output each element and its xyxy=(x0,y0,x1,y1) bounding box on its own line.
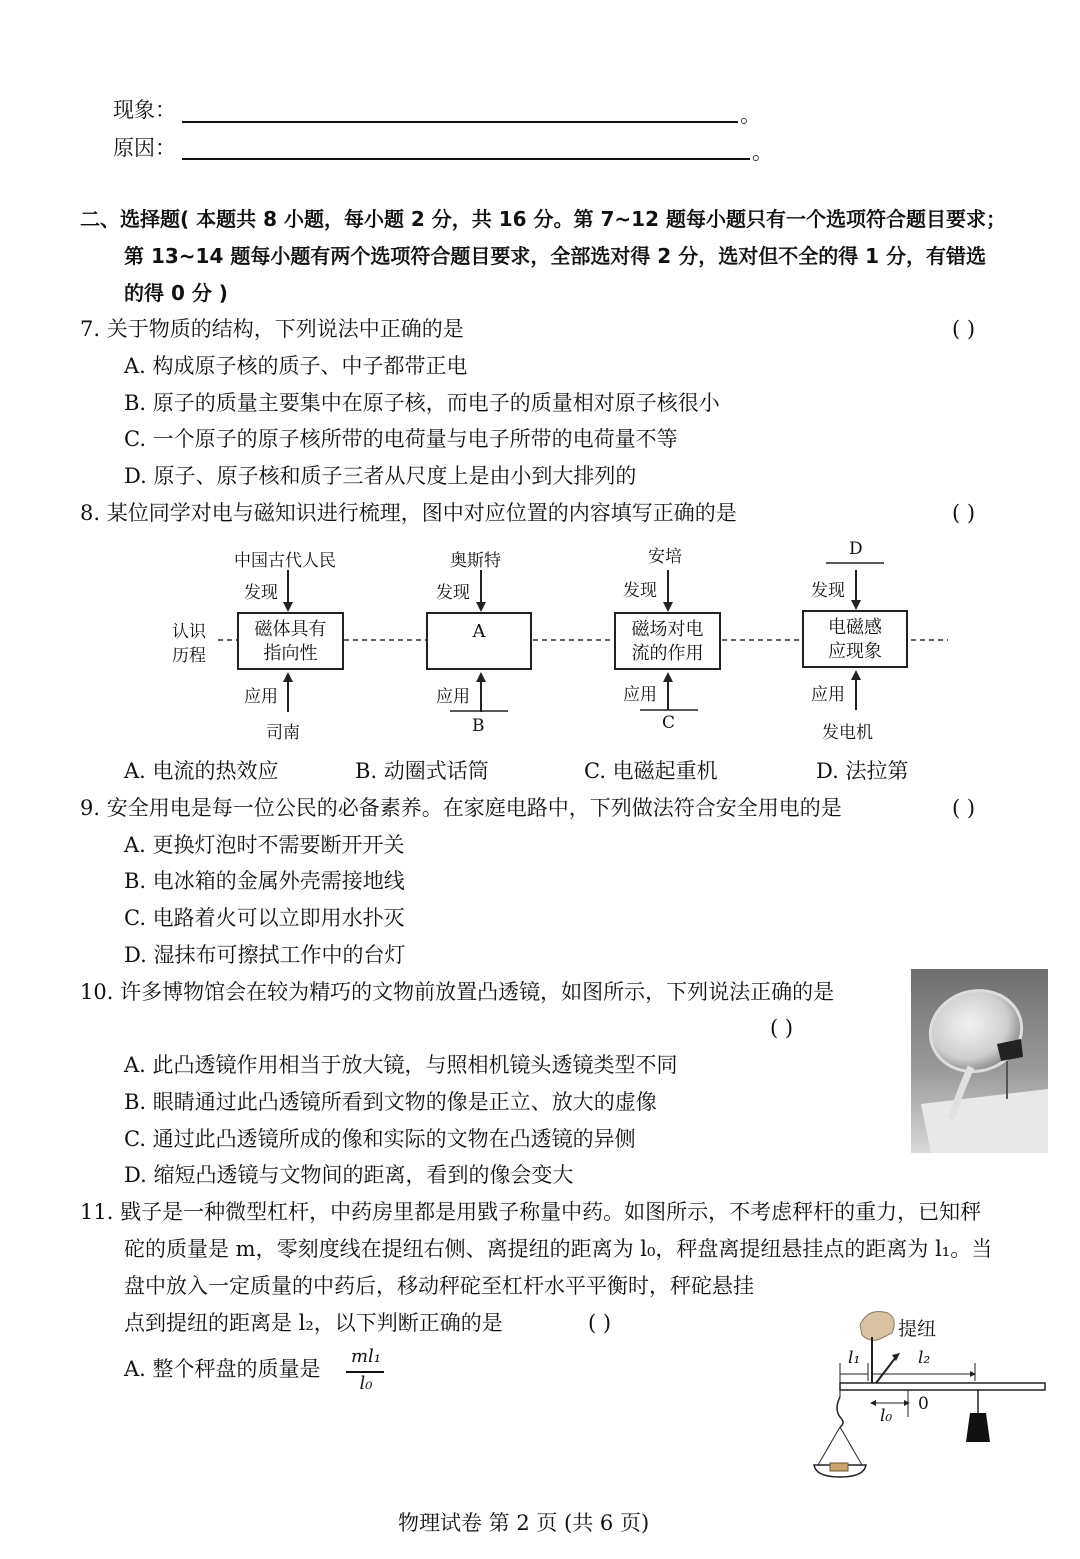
q11-line2: 砣的质量是 m，零刻度线在提纽右侧、离提纽的距离为 l₀，秤盘离提纽悬挂点的距离为 l₁。当 xyxy=(124,1237,993,1261)
q11-option-a: A. 整个秤盘的质量是 xyxy=(124,1357,321,1381)
q8-answer-paren[interactable]: ( ) xyxy=(952,501,976,525)
q11-option-a-denominator: l₀ xyxy=(359,1373,373,1394)
phenomenon-end: 。 xyxy=(740,103,761,127)
q9-option-b: B. 电冰箱的金属外壳需接地线 xyxy=(124,869,405,893)
q8-history-label-1: 认识 xyxy=(172,622,206,642)
q8-discover-1: 发现 xyxy=(244,583,278,603)
q8-discover-4: 发现 xyxy=(811,581,845,601)
q7-option-a: A. 构成原子核的质子、中子都带正电 xyxy=(124,354,468,378)
q8-box-3 xyxy=(614,612,721,670)
q10-option-b: B. 眼睛通过此凸透镜所看到文物的像是正立、放大的虚像 xyxy=(124,1090,657,1114)
q8-apply-3: 应用 xyxy=(623,685,657,705)
q10-stem: 10. 许多博物馆会在较为精巧的文物前放置凸透镜，如图所示，下列说法正确的是 xyxy=(80,980,835,1004)
q8-option-c: C. 电磁起重机 xyxy=(584,759,718,783)
q8-box-3-line1: 磁场对电 xyxy=(631,619,704,640)
q8-box-1-line2: 指向性 xyxy=(263,643,318,664)
q11-l2-label: l₂ xyxy=(918,1348,931,1368)
q8-apply-4: 应用 xyxy=(811,685,845,705)
q8-box-3-line2: 流的作用 xyxy=(631,643,704,664)
q11-l1-label: l₁ xyxy=(848,1348,861,1368)
q9-stem: 9. 安全用电是每一位公民的必备素养。在家庭电路中，下列做法符合安全用电的是 xyxy=(80,796,842,820)
q8-box-4-line1: 电磁感 xyxy=(828,617,882,638)
q8-bottom-4: 发电机 xyxy=(822,723,873,743)
section-header-line3: 的得 0 分 ) xyxy=(124,281,228,305)
q8-top-1: 中国古代人民 xyxy=(234,551,336,571)
q8-history-label-2: 历程 xyxy=(172,646,206,666)
q7-option-c: C. 一个原子的原子核所带的电荷量与电子所带的电荷量不等 xyxy=(124,427,678,451)
q8-discover-2: 发现 xyxy=(436,583,470,603)
q9-answer-paren[interactable]: ( ) xyxy=(952,796,976,820)
q11-line3: 盘中放入一定质量的中药后，移动秤砣至杠杆水平平衡时，秤砣悬挂 xyxy=(124,1274,754,1298)
q7-stem: 7. 关于物质的结构，下列说法中正确的是 xyxy=(80,317,464,341)
q11-answer-paren[interactable]: ( ) xyxy=(588,1311,612,1335)
q8-box-2-line1: A xyxy=(472,621,486,642)
q10-answer-paren[interactable]: ( ) xyxy=(770,1016,794,1040)
q11-option-a-numerator: ml₁ xyxy=(350,1346,382,1367)
q9-option-c: C. 电路着火可以立即用水扑灭 xyxy=(124,906,405,930)
q8-diagram-lines xyxy=(0,0,1080,760)
reason-label: 原因： xyxy=(113,136,176,160)
q8-top-3: 安培 xyxy=(648,547,682,567)
q7-option-b: B. 原子的质量主要集中在原子核，而电子的质量相对原子核很小 xyxy=(124,391,720,415)
q8-box-2 xyxy=(426,612,532,670)
q11-line4: 点到提纽的距离是 l₂，以下判断正确的是 xyxy=(124,1311,503,1335)
q9-option-a: A. 更换灯泡时不需要断开开关 xyxy=(124,833,405,857)
q9-option-d: D. 湿抹布可擦拭工作中的台灯 xyxy=(124,943,406,967)
q7-option-d: D. 原子、原子核和质子三者从尺度上是由小到大排列的 xyxy=(124,464,637,488)
q8-bottom-2: B xyxy=(472,716,485,736)
q10-option-c: C. 通过此凸透镜所成的像和实际的文物在凸透镜的异侧 xyxy=(124,1127,636,1151)
q7-answer-paren[interactable]: ( ) xyxy=(952,317,976,341)
q8-box-4 xyxy=(802,610,908,668)
page-footer: 物理试卷 第 2 页 (共 6 页) xyxy=(398,1511,650,1535)
q11-l0-label: l₀ xyxy=(880,1406,893,1426)
q11-zero-label: 0 xyxy=(918,1394,929,1414)
q8-bottom-3: C xyxy=(662,713,676,733)
q8-apply-1: 应用 xyxy=(244,687,278,707)
q10-option-d: D. 缩短凸透镜与文物间的距离，看到的像会变大 xyxy=(124,1163,574,1187)
q8-box-1 xyxy=(237,612,344,670)
q11-knob-label: 提纽 xyxy=(898,1318,937,1340)
section-header-line1: 二、选择题( 本题共 8 小题，每小题 2 分，共 16 分。第 7~12 题每小题只有一个选项符合题目要求； xyxy=(80,207,1006,231)
phenomenon-label: 现象： xyxy=(113,98,176,122)
q8-top-4: D xyxy=(849,539,863,559)
q8-option-a: A. 电流的热效应 xyxy=(124,759,279,783)
q8-option-d: D. 法拉第 xyxy=(816,759,909,783)
section-header-line2: 第 13~14 题每小题有两个选项符合题目要求，全部选对得 2 分，选对但不全的得 1 分，有错选 xyxy=(124,244,987,268)
q8-discover-3: 发现 xyxy=(623,581,657,601)
q8-box-1-line1: 磁体具有 xyxy=(254,619,327,640)
q8-top-2: 奥斯特 xyxy=(450,551,501,571)
q11-line1: 11. 戥子是一种微型杠杆，中药房里都是用戥子称量中药。如图所示，不考虑秤杆的重力，已知秤 xyxy=(80,1200,982,1224)
q8-box-4-line2: 应现象 xyxy=(828,641,882,662)
q8-stem: 8. 某位同学对电与磁知识进行梳理，图中对应位置的内容填写正确的是 xyxy=(80,501,737,525)
q10-magnifier-photo xyxy=(911,969,1048,1153)
q8-bottom-1: 司南 xyxy=(266,723,300,743)
q10-option-a: A. 此凸透镜作用相当于放大镜，与照相机镜头透镜类型不同 xyxy=(124,1053,678,1077)
q8-apply-2: 应用 xyxy=(436,687,470,707)
q8-option-b: B. 动圈式话筒 xyxy=(355,759,489,783)
reason-end: 。 xyxy=(752,140,773,164)
